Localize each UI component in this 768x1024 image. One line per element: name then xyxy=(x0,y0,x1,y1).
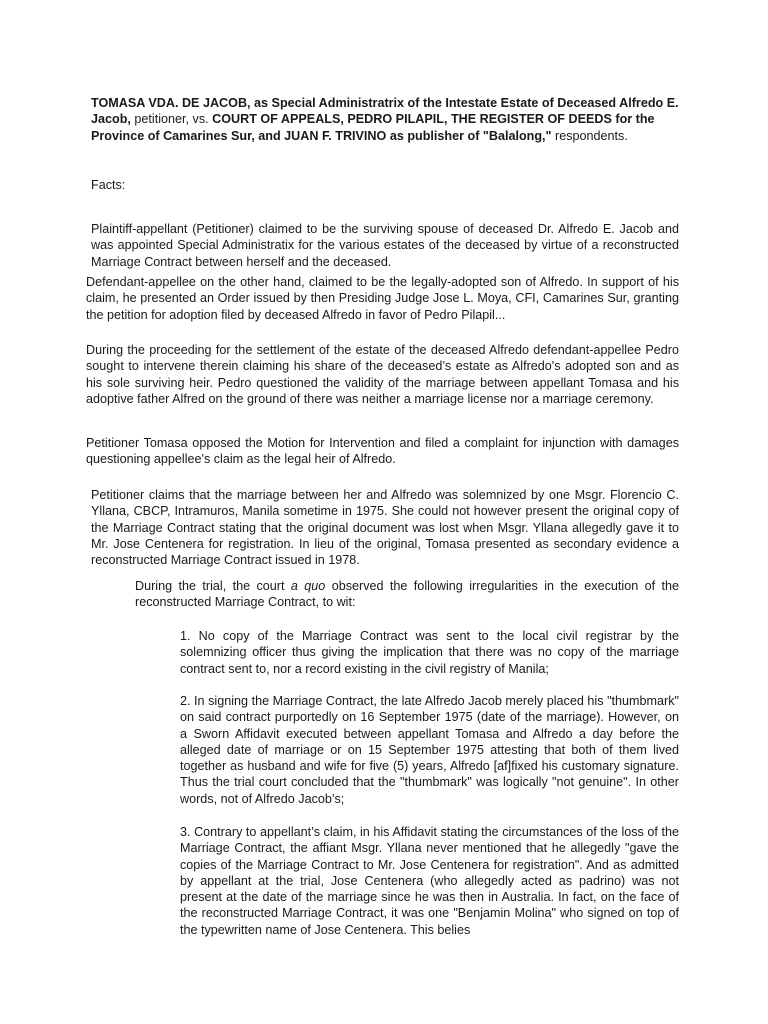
caption-petitioner-role: petitioner, vs. xyxy=(130,112,213,127)
paragraph-2: Defendant-appellee on the other hand, claimed to be the legally-adopted son of Alfredo. In support of his claim, he presented an Order issued by then Presiding Judge Jose L. Moya, CFI, Camarines Sur, granting the petition for adoption filed by deceased Alfredo in favor of Pedro Pilapil... xyxy=(86,275,679,322)
list-item-2: 2. In signing the Marriage Contract, the late Alfredo Jacob merely placed his "thumbmark" on said contract purportedly on 16 September 1975 (date of the marriage). However, on a Sworn Affidavit executed between appellant Tomasa and Alfredo a day before the alleged date of marriage or on 15 September 1975 attesting that both of them lived together as husband and wife for five (5) years, Alfredo [af]fixed his customary signature. Thus the trial court concluded that the "thumbmark" was logically "not genuine". In other words, not of Alfredo Jacob’s; xyxy=(180,694,679,806)
paragraph-1: Plaintiff-appellant (Petitioner) claimed to be the surviving spouse of deceased Dr. Alfredo E. Jacob and was appointed Special Administratix for the various estates of the deceased by virtue of a reconstructed Marriage Contract between herself and the deceased. xyxy=(91,222,679,269)
caption-petitioner: TOMASA VDA. DE JACOB, as Special Administratrix of the Intestate Estate of Deceased Alfredo E. Jacob, xyxy=(91,96,679,127)
paragraph-5: Petitioner claims that the marriage between her and Alfredo was solemnized by one Msgr. Florencio C. Yllana, CBCP, Intramuros, Manila sometime in 1975. She could not however present the original copy of the Marriage Contract stating that the original document was lost when Msgr. Yllana allegedly gave it to Mr. Jose Centenera for registration. In lieu of the original, Tomasa presented as secondary evidence a reconstructed Marriage Contract issued in 1978. xyxy=(91,488,679,568)
paragraph-6-before: During the trial, the court xyxy=(135,579,291,593)
paragraph-6-italic: a quo xyxy=(290,579,326,593)
facts-heading: Facts: xyxy=(91,178,126,192)
paragraph-6-after: observed the following irregularities in the execution of the reconstructed Marriage Contract, to wit: xyxy=(135,579,680,610)
list-item-3: 3. Contrary to appellant’s claim, in his Affidavit stating the circumstances of the loss of the Marriage Contract, the affiant Msgr. Yllana never mentioned that he allegedly "gave the copies of the Marriage Contract to Mr. Jose Centenera for registration". And as admitted by appellant at the trial, Jose Centenera (who allegedly acted as padrino) was not present at the date of the marriage since he was then in Australia. In fact, on the face of the reconstructed Marriage Contract, it was one "Benjamin Molina" who signed on top of the typewritten name of Jose Centenera. This belies xyxy=(180,825,679,937)
paragraph-4: Petitioner Tomasa opposed the Motion for Intervention and filed a complaint for injunction with damages questioning appellee's claim as the legal heir of Alfredo. xyxy=(86,436,679,467)
case-caption xyxy=(91,95,683,144)
caption-respondents-role: respondents. xyxy=(551,128,628,143)
list-item-1: 1. No copy of the Marriage Contract was sent to the local civil registrar by the solemnizing officer thus giving the implication that there was no copy of the marriage contract sent to, nor a record existing in the civil registry of Manila; xyxy=(180,629,679,676)
paragraph-6 xyxy=(135,578,679,611)
caption-respondents: COURT OF APPEALS, PEDRO PILAPIL, THE REGISTER OF DEEDS for the Province of Camarines Sur, and JUAN F. TRIVINO as publisher of "Balalong," xyxy=(91,112,655,143)
paragraph-3: During the proceeding for the settlement of the estate of the deceased Alfredo defendant-appellee Pedro sought to intervene therein claiming his share of the deceased’s estate as Alfredo's adopted son and as his sole surviving heir. Pedro questioned the validity of the marriage between appellant Tomasa and his adoptive father Alfred on the ground of there was neither a marriage license nor a marriage ceremony. xyxy=(86,343,679,406)
